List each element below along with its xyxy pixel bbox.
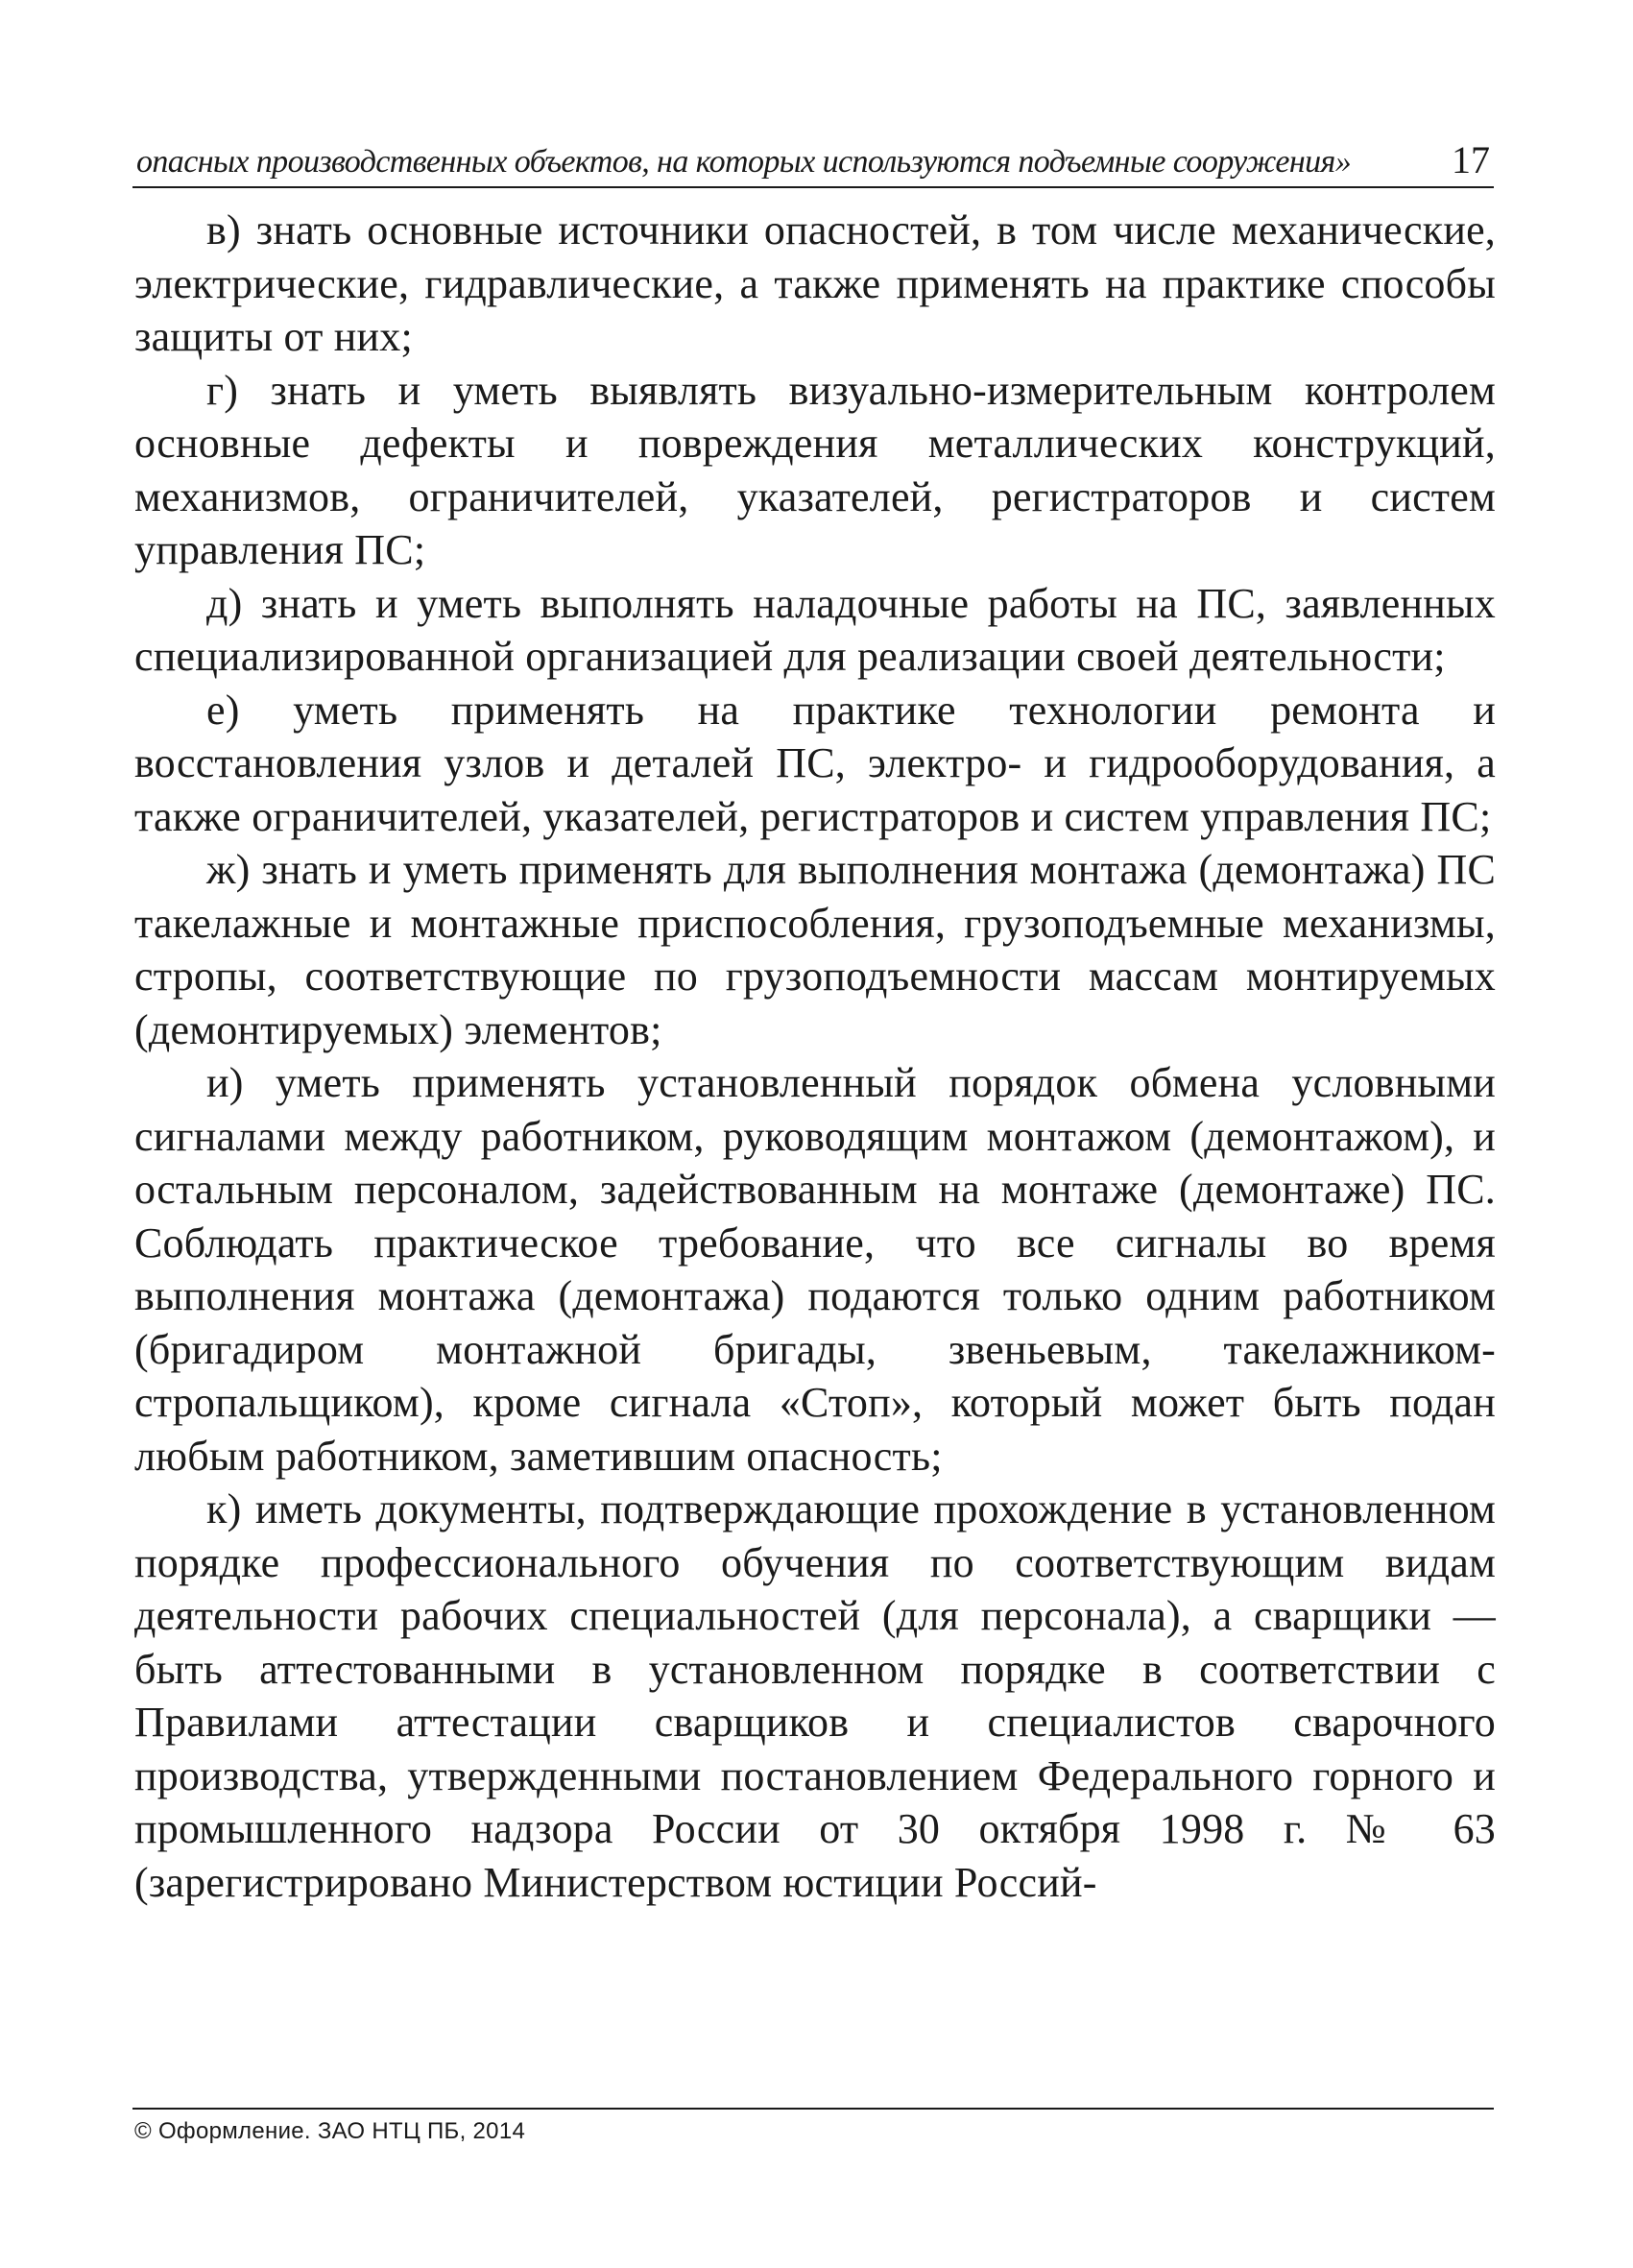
running-head — [132, 136, 1494, 188]
paragraph-k: к) иметь документы, подтверждающие прохождение в установленном порядке профессионального обучения по соответствующим видам деятельности рабочих специальностей (для персонала), а сварщики — быть аттестованными в установленном порядке в соответствии с Правилами аттестации сварщиков и специалистов сварочного производства, утвержденными постановлением Федерального горного и промышленного надзора России от 30 октября 1998 г. № 63 (зарегистрировано Министерством юстиции Россий- — [134, 1485, 1496, 1906]
footer-copyright: © Оформление. ЗАО НТЦ ПБ, 2014 — [134, 2118, 526, 2144]
paragraph-d: д) знать и уметь выполнять наладочные работы на ПС, заявленных специализированной организацией для реализации своей деятельности; — [134, 579, 1496, 680]
page-number: 17 — [1452, 138, 1490, 181]
paragraph-e: е) уметь применять на практике технологии ремонта и восстановления узлов и деталей ПС, электро- и гидрооборудования, а также ограничителей, указателей, регистраторов и систем управления ПС; — [134, 686, 1496, 840]
paragraph-zh: ж) знать и уметь применять для выполнения монтажа (демонтажа) ПС такелажные и монтажные приспособления, грузоподъемные механизмы, стропы, соответствующие по грузоподъемности массам монтируемых (демонтируемых) элементов; — [134, 846, 1496, 1053]
paragraph-i: и) уметь применять установленный порядок обмена условными сигналами между работником, руководящим монтажом (демонтажом), и остальным персоналом, задействованным на монтаже (демонтаже) ПС. Соблюдать практическое требование, что все сигналы во время выполнения монтажа (демонтажа) подаются только одним работником (бригадиром монтажной бригады, звеньевым, такелажником-стропальщиком), кроме сигнала «Стоп», который может быть подан любым работником, заметившим опасность; — [134, 1059, 1496, 1480]
footer-rule — [132, 2108, 1494, 2110]
paragraph-g: г) знать и уметь выявлять визуально-измерительным контролем основные дефекты и повреждения металлических конструкций, механизмов, ограничителей, указателей, регистраторов и систем управления ПС; — [134, 366, 1496, 573]
paragraph-v: в) знать основные источники опасностей, в том числе механические, электрические, гидравлические, а также применять на практике способы защиты от них; — [134, 206, 1496, 360]
body-text — [134, 204, 1496, 1909]
running-title: опасных производственных объектов, на которых используются подъемные сооружения» — [136, 144, 1352, 180]
